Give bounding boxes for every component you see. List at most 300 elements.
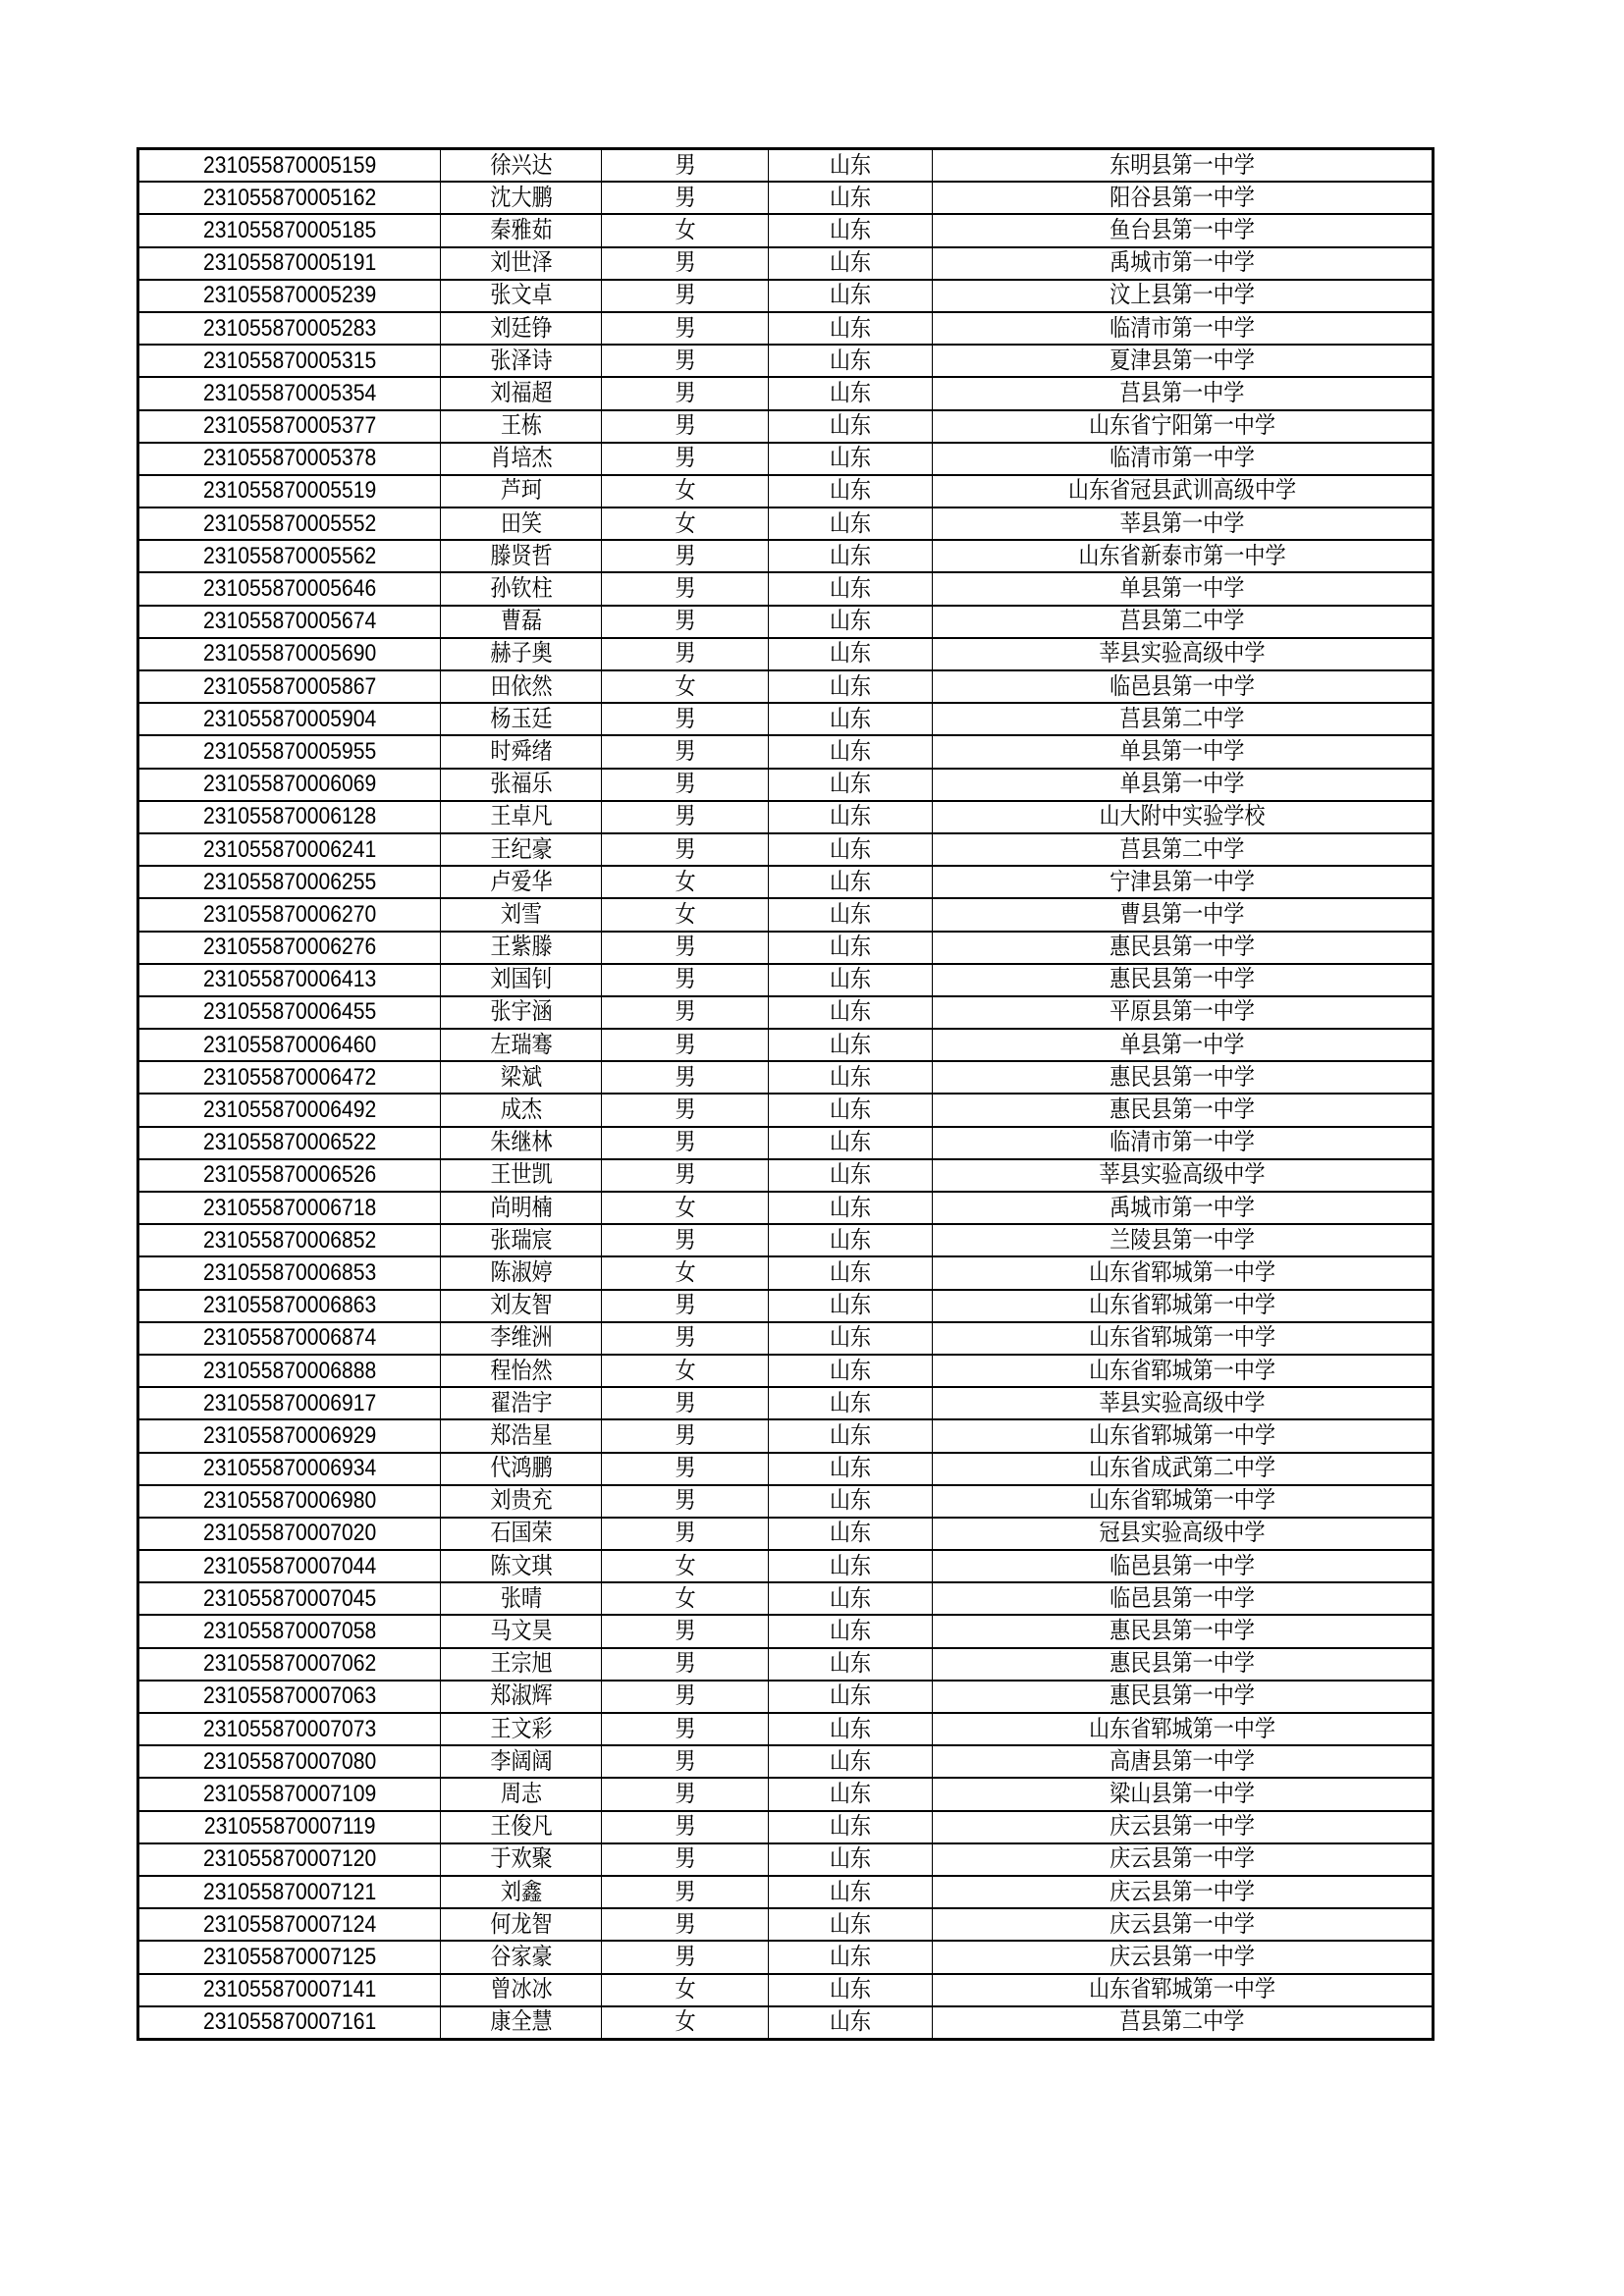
gender-cell-text: 男 bbox=[674, 1845, 696, 1873]
name-cell bbox=[441, 833, 602, 866]
table-row bbox=[138, 1550, 1434, 1582]
gender-cell-text: 女 bbox=[674, 216, 696, 243]
table-row bbox=[138, 1518, 1434, 1550]
province-cell-text: 山东 bbox=[829, 934, 872, 961]
province-cell-text: 山东 bbox=[829, 575, 872, 603]
exam-id-cell-text: 231055870006492 bbox=[202, 1096, 377, 1124]
school-cell bbox=[933, 1387, 1434, 1419]
gender-cell-text: 男 bbox=[674, 1650, 696, 1678]
name-cell-text: 田依然 bbox=[489, 672, 553, 700]
school-cell bbox=[933, 1811, 1434, 1843]
province-cell bbox=[769, 443, 933, 475]
province-cell-text: 山东 bbox=[829, 1878, 872, 1905]
exam-id-cell bbox=[138, 1550, 441, 1582]
name-cell-text: 刘雪 bbox=[500, 900, 542, 928]
gender-cell bbox=[602, 280, 769, 312]
name-cell-text: 张文卓 bbox=[489, 282, 553, 309]
gender-cell bbox=[602, 247, 769, 280]
exam-id-cell-text: 231055870007058 bbox=[202, 1618, 377, 1645]
name-cell bbox=[441, 735, 602, 768]
name-cell bbox=[441, 1745, 602, 1778]
name-cell-text: 肖培杰 bbox=[489, 445, 553, 472]
exam-id-cell-text: 231055870005159 bbox=[202, 151, 377, 179]
gender-cell bbox=[602, 1713, 769, 1745]
exam-id-cell bbox=[138, 1648, 441, 1681]
exam-id-cell-text: 231055870007141 bbox=[202, 1976, 377, 2003]
name-cell-text: 程怡然 bbox=[489, 1357, 553, 1384]
province-cell-text: 山东 bbox=[829, 542, 872, 569]
table-row bbox=[138, 735, 1434, 768]
table-row bbox=[138, 932, 1434, 964]
name-cell bbox=[441, 1127, 602, 1159]
exam-id-cell-text: 231055870005562 bbox=[202, 542, 377, 569]
school-cell-text: 山东省宁阳第一中学 bbox=[1088, 412, 1276, 440]
gender-cell-text: 男 bbox=[674, 1063, 696, 1091]
province-cell-text: 山东 bbox=[829, 477, 872, 505]
name-cell-text: 孙钦柱 bbox=[489, 575, 553, 603]
province-cell-text: 山东 bbox=[829, 216, 872, 243]
gender-cell bbox=[602, 964, 769, 996]
exam-id-cell-text: 231055870005690 bbox=[202, 640, 377, 667]
exam-id-cell bbox=[138, 1974, 441, 2006]
exam-id-cell-text: 231055870006980 bbox=[202, 1487, 377, 1515]
table-row bbox=[138, 670, 1434, 703]
school-cell bbox=[933, 1256, 1434, 1289]
school-cell-text: 山东省成武第二中学 bbox=[1088, 1455, 1276, 1482]
table-row bbox=[138, 443, 1434, 475]
exam-id-cell bbox=[138, 1355, 441, 1387]
province-cell-text: 山东 bbox=[829, 509, 872, 537]
gender-cell bbox=[602, 1941, 769, 1973]
table-row bbox=[138, 1355, 1434, 1387]
exam-id-cell-text: 231055870006241 bbox=[202, 835, 377, 863]
table-row bbox=[138, 475, 1434, 507]
exam-id-cell-text: 231055870006472 bbox=[202, 1063, 377, 1091]
exam-id-cell-text: 231055870007080 bbox=[202, 1747, 377, 1775]
name-cell bbox=[441, 1713, 602, 1745]
name-cell bbox=[441, 247, 602, 280]
exam-id-cell-text: 231055870005315 bbox=[202, 347, 377, 374]
school-cell-text: 莒县第一中学 bbox=[1119, 379, 1245, 406]
province-cell bbox=[769, 996, 933, 1029]
school-cell-text: 单县第一中学 bbox=[1119, 1031, 1245, 1058]
name-cell-text: 王世凯 bbox=[489, 1161, 553, 1189]
name-cell bbox=[441, 670, 602, 703]
school-cell-text: 临清市第一中学 bbox=[1110, 1129, 1255, 1156]
name-cell-text: 代鸿鹏 bbox=[489, 1455, 553, 1482]
table-row bbox=[138, 1843, 1434, 1876]
name-cell bbox=[441, 1615, 602, 1647]
gender-cell-text: 男 bbox=[674, 282, 696, 309]
school-cell bbox=[933, 1485, 1434, 1518]
school-cell bbox=[933, 1355, 1434, 1387]
table-row bbox=[138, 507, 1434, 540]
school-cell bbox=[933, 1029, 1434, 1061]
province-cell bbox=[769, 801, 933, 833]
gender-cell-text: 男 bbox=[674, 608, 696, 635]
gender-cell bbox=[602, 606, 769, 638]
name-cell bbox=[441, 1094, 602, 1126]
exam-id-cell bbox=[138, 1615, 441, 1647]
school-cell-text: 惠民县第一中学 bbox=[1110, 1096, 1255, 1124]
school-cell bbox=[933, 1615, 1434, 1647]
province-cell bbox=[769, 312, 933, 345]
province-cell-text: 山东 bbox=[829, 379, 872, 406]
name-cell-text: 朱继林 bbox=[489, 1129, 553, 1156]
exam-id-cell bbox=[138, 1224, 441, 1256]
province-cell-text: 山东 bbox=[829, 608, 872, 635]
province-cell bbox=[769, 1290, 933, 1322]
exam-id-cell-text: 231055870007044 bbox=[202, 1552, 377, 1579]
school-cell-text: 庆云县第一中学 bbox=[1110, 1813, 1255, 1841]
name-cell bbox=[441, 1974, 602, 2006]
name-cell bbox=[441, 572, 602, 605]
name-cell-text: 周志 bbox=[500, 1780, 542, 1807]
name-cell bbox=[441, 312, 602, 345]
gender-cell bbox=[602, 1453, 769, 1485]
province-cell-text: 山东 bbox=[829, 1520, 872, 1547]
name-cell-text: 时舜绪 bbox=[489, 737, 553, 765]
gender-cell-text: 男 bbox=[674, 1618, 696, 1645]
table-row bbox=[138, 1127, 1434, 1159]
table-row bbox=[138, 898, 1434, 931]
province-cell bbox=[769, 1224, 933, 1256]
school-cell-text: 山东省郓城第一中学 bbox=[1088, 1715, 1276, 1742]
province-cell-text: 山东 bbox=[829, 184, 872, 211]
province-cell-text: 山东 bbox=[829, 1161, 872, 1189]
school-cell bbox=[933, 866, 1434, 898]
province-cell bbox=[769, 1941, 933, 1973]
gender-cell bbox=[602, 1159, 769, 1192]
school-cell bbox=[933, 1582, 1434, 1615]
exam-id-cell bbox=[138, 1582, 441, 1615]
table-row bbox=[138, 1224, 1434, 1256]
school-cell bbox=[933, 1290, 1434, 1322]
table-row bbox=[138, 1745, 1434, 1778]
name-cell bbox=[441, 1778, 602, 1810]
table-row bbox=[138, 149, 1434, 183]
name-cell-text: 陈淑婷 bbox=[489, 1258, 553, 1286]
gender-cell bbox=[602, 345, 769, 377]
gender-cell-text: 女 bbox=[674, 2008, 696, 2036]
name-cell bbox=[441, 1192, 602, 1224]
gender-cell-text: 女 bbox=[674, 1357, 696, 1384]
exam-id-cell-text: 231055870007063 bbox=[202, 1682, 377, 1710]
school-cell-text: 临邑县第一中学 bbox=[1110, 672, 1255, 700]
name-cell-text: 赫子奥 bbox=[489, 640, 553, 667]
gender-cell bbox=[602, 735, 769, 768]
exam-id-cell bbox=[138, 735, 441, 768]
gender-cell-text: 男 bbox=[674, 1747, 696, 1775]
exam-id-cell-text: 231055870006863 bbox=[202, 1292, 377, 1319]
gender-cell-text: 男 bbox=[674, 803, 696, 830]
province-cell bbox=[769, 1029, 933, 1061]
gender-cell bbox=[602, 1778, 769, 1810]
gender-cell bbox=[602, 1192, 769, 1224]
exam-id-cell-text: 231055870006852 bbox=[202, 1226, 377, 1254]
name-cell bbox=[441, 769, 602, 801]
school-cell bbox=[933, 182, 1434, 214]
school-cell bbox=[933, 2006, 1434, 2040]
exam-id-cell bbox=[138, 1681, 441, 1713]
province-cell-text: 山东 bbox=[829, 445, 872, 472]
gender-cell-text: 男 bbox=[674, 1455, 696, 1482]
name-cell-text: 徐兴达 bbox=[489, 151, 553, 179]
exam-id-cell bbox=[138, 540, 441, 572]
exam-id-cell-text: 231055870007161 bbox=[202, 2008, 377, 2036]
province-cell-text: 山东 bbox=[829, 1813, 872, 1841]
table-row bbox=[138, 1387, 1434, 1419]
gender-cell-text: 男 bbox=[674, 151, 696, 179]
province-cell bbox=[769, 769, 933, 801]
province-cell-text: 山东 bbox=[829, 1943, 872, 1970]
gender-cell bbox=[602, 1290, 769, 1322]
table-row bbox=[138, 280, 1434, 312]
table-row bbox=[138, 1029, 1434, 1061]
gender-cell-text: 女 bbox=[674, 509, 696, 537]
school-cell-text: 山东省新泰市第一中学 bbox=[1078, 542, 1286, 569]
gender-cell bbox=[602, 866, 769, 898]
table-row bbox=[138, 572, 1434, 605]
gender-cell bbox=[602, 1224, 769, 1256]
province-cell bbox=[769, 1778, 933, 1810]
school-cell-text: 临清市第一中学 bbox=[1110, 314, 1255, 342]
province-cell bbox=[769, 1127, 933, 1159]
gender-cell-text: 男 bbox=[674, 1129, 696, 1156]
school-cell bbox=[933, 1941, 1434, 1973]
name-cell bbox=[441, 507, 602, 540]
gender-cell bbox=[602, 377, 769, 409]
school-cell-text: 山东省郓城第一中学 bbox=[1088, 1258, 1276, 1286]
gender-cell-text: 男 bbox=[674, 1487, 696, 1515]
exam-id-cell bbox=[138, 769, 441, 801]
school-cell bbox=[933, 801, 1434, 833]
school-cell-text: 惠民县第一中学 bbox=[1110, 1650, 1255, 1678]
name-cell-text: 康全慧 bbox=[489, 2008, 553, 2036]
province-cell bbox=[769, 703, 933, 735]
exam-id-cell-text: 231055870007109 bbox=[202, 1780, 377, 1807]
name-cell-text: 曾冰冰 bbox=[489, 1976, 553, 2003]
exam-id-cell-text: 231055870007073 bbox=[202, 1715, 377, 1742]
gender-cell-text: 男 bbox=[674, 542, 696, 569]
exam-id-cell-text: 231055870005674 bbox=[202, 608, 377, 635]
exam-id-cell bbox=[138, 1908, 441, 1941]
province-cell bbox=[769, 1713, 933, 1745]
province-cell bbox=[769, 1159, 933, 1192]
province-cell-text: 山东 bbox=[829, 1194, 872, 1221]
province-cell bbox=[769, 410, 933, 443]
table-row bbox=[138, 1778, 1434, 1810]
name-cell bbox=[441, 996, 602, 1029]
exam-id-cell-text: 231055870006270 bbox=[202, 900, 377, 928]
school-cell bbox=[933, 703, 1434, 735]
table-row bbox=[138, 2006, 1434, 2040]
province-cell-text: 山东 bbox=[829, 1226, 872, 1254]
school-cell-text: 高唐县第一中学 bbox=[1110, 1747, 1255, 1775]
table-row bbox=[138, 1974, 1434, 2006]
exam-id-cell bbox=[138, 1256, 441, 1289]
province-cell-text: 山东 bbox=[829, 2008, 872, 2036]
name-cell bbox=[441, 345, 602, 377]
province-cell bbox=[769, 1974, 933, 2006]
name-cell bbox=[441, 475, 602, 507]
name-cell-text: 郑淑辉 bbox=[489, 1682, 553, 1710]
name-cell bbox=[441, 1811, 602, 1843]
school-cell bbox=[933, 149, 1434, 183]
school-cell-text: 庆云县第一中学 bbox=[1110, 1910, 1255, 1938]
school-cell-text: 山东省郓城第一中学 bbox=[1088, 1487, 1276, 1515]
province-cell bbox=[769, 2006, 933, 2040]
school-cell-text: 临清市第一中学 bbox=[1110, 445, 1255, 472]
school-cell-text: 山东省冠县武训高级中学 bbox=[1067, 477, 1297, 505]
gender-cell bbox=[602, 1811, 769, 1843]
province-cell bbox=[769, 1322, 933, 1355]
province-cell bbox=[769, 932, 933, 964]
name-cell bbox=[441, 606, 602, 638]
gender-cell-text: 男 bbox=[674, 966, 696, 993]
exam-id-cell bbox=[138, 1127, 441, 1159]
province-cell-text: 山东 bbox=[829, 1455, 872, 1482]
name-cell bbox=[441, 898, 602, 931]
school-cell bbox=[933, 670, 1434, 703]
exam-id-cell bbox=[138, 996, 441, 1029]
gender-cell bbox=[602, 1387, 769, 1419]
name-cell-text: 刘友智 bbox=[489, 1292, 553, 1319]
school-cell-text: 莒县第二中学 bbox=[1119, 608, 1245, 635]
province-cell bbox=[769, 1094, 933, 1126]
exam-id-cell-text: 231055870005283 bbox=[202, 314, 377, 342]
gender-cell bbox=[602, 1061, 769, 1094]
school-cell bbox=[933, 1419, 1434, 1452]
province-cell bbox=[769, 1550, 933, 1582]
gender-cell bbox=[602, 1648, 769, 1681]
gender-cell-text: 男 bbox=[674, 737, 696, 765]
province-cell bbox=[769, 1648, 933, 1681]
school-cell bbox=[933, 638, 1434, 670]
name-cell-text: 曹磊 bbox=[500, 608, 542, 635]
province-cell bbox=[769, 1681, 933, 1713]
name-cell-text: 李阔阔 bbox=[489, 1747, 553, 1775]
name-cell bbox=[441, 540, 602, 572]
province-cell-text: 山东 bbox=[829, 771, 872, 798]
exam-id-cell bbox=[138, 1419, 441, 1452]
school-cell-text: 惠民县第一中学 bbox=[1110, 1682, 1255, 1710]
province-cell bbox=[769, 1843, 933, 1876]
province-cell bbox=[769, 1582, 933, 1615]
school-cell bbox=[933, 964, 1434, 996]
name-cell-text: 李维洲 bbox=[489, 1324, 553, 1352]
province-cell-text: 山东 bbox=[829, 1357, 872, 1384]
school-cell bbox=[933, 1192, 1434, 1224]
school-cell-text: 禹城市第一中学 bbox=[1110, 1194, 1255, 1221]
school-cell-text: 山东省郓城第一中学 bbox=[1088, 1292, 1276, 1319]
school-cell-text: 山东省郓城第一中学 bbox=[1088, 1976, 1276, 2003]
school-cell bbox=[933, 1322, 1434, 1355]
name-cell-text: 梁斌 bbox=[500, 1063, 542, 1091]
gender-cell-text: 男 bbox=[674, 445, 696, 472]
gender-cell-text: 女 bbox=[674, 1976, 696, 2003]
gender-cell-text: 男 bbox=[674, 1520, 696, 1547]
gender-cell-text: 男 bbox=[674, 1292, 696, 1319]
school-cell-text: 山大附中实验学校 bbox=[1099, 803, 1266, 830]
gender-cell bbox=[602, 1908, 769, 1941]
exam-id-cell bbox=[138, 1029, 441, 1061]
province-cell bbox=[769, 214, 933, 246]
exam-id-cell bbox=[138, 1778, 441, 1810]
gender-cell-text: 男 bbox=[674, 1421, 696, 1449]
gender-cell-text: 女 bbox=[674, 900, 696, 928]
school-cell-text: 莒县第二中学 bbox=[1119, 835, 1245, 863]
province-cell-text: 山东 bbox=[829, 1584, 872, 1612]
name-cell bbox=[441, 1876, 602, 1908]
school-cell bbox=[933, 1876, 1434, 1908]
exam-id-cell-text: 231055870006455 bbox=[202, 998, 377, 1026]
exam-id-cell-text: 231055870005867 bbox=[202, 672, 377, 700]
school-cell-text: 山东省郓城第一中学 bbox=[1088, 1324, 1276, 1352]
exam-id-cell-text: 231055870005955 bbox=[202, 737, 377, 765]
name-cell-text: 卢爱华 bbox=[489, 868, 553, 895]
name-cell bbox=[441, 182, 602, 214]
province-cell-text: 山东 bbox=[829, 1258, 872, 1286]
school-cell-text: 莒县第二中学 bbox=[1119, 2008, 1245, 2036]
province-cell bbox=[769, 898, 933, 931]
exam-id-cell-text: 231055870007045 bbox=[202, 1584, 377, 1612]
table-row bbox=[138, 606, 1434, 638]
province-cell bbox=[769, 377, 933, 409]
table-row bbox=[138, 1094, 1434, 1126]
gender-cell-text: 男 bbox=[674, 1389, 696, 1416]
name-cell bbox=[441, 1355, 602, 1387]
province-cell bbox=[769, 572, 933, 605]
gender-cell bbox=[602, 1615, 769, 1647]
exam-id-cell-text: 231055870006888 bbox=[202, 1357, 377, 1384]
name-cell bbox=[441, 1681, 602, 1713]
name-cell bbox=[441, 1582, 602, 1615]
gender-cell bbox=[602, 638, 769, 670]
table-row bbox=[138, 1811, 1434, 1843]
gender-cell bbox=[602, 769, 769, 801]
gender-cell bbox=[602, 1485, 769, 1518]
exam-id-cell-text: 231055870006718 bbox=[202, 1194, 377, 1221]
school-cell-text: 惠民县第一中学 bbox=[1110, 1063, 1255, 1091]
name-cell-text: 王纪豪 bbox=[489, 835, 553, 863]
gender-cell bbox=[602, 833, 769, 866]
exam-id-cell bbox=[138, 606, 441, 638]
name-cell bbox=[441, 703, 602, 735]
table-row bbox=[138, 1256, 1434, 1289]
table-row bbox=[138, 410, 1434, 443]
exam-id-cell-text: 231055870006069 bbox=[202, 771, 377, 798]
table-row bbox=[138, 540, 1434, 572]
province-cell bbox=[769, 1256, 933, 1289]
gender-cell-text: 男 bbox=[674, 184, 696, 211]
gender-cell-text: 男 bbox=[674, 1878, 696, 1905]
name-cell bbox=[441, 1029, 602, 1061]
name-cell bbox=[441, 1419, 602, 1452]
table-row bbox=[138, 247, 1434, 280]
exam-id-cell bbox=[138, 1322, 441, 1355]
province-cell-text: 山东 bbox=[829, 1780, 872, 1807]
name-cell-text: 郑浩星 bbox=[489, 1421, 553, 1449]
exam-id-cell-text: 231055870005904 bbox=[202, 705, 377, 732]
school-cell-text: 单县第一中学 bbox=[1119, 737, 1245, 765]
table-row bbox=[138, 1192, 1434, 1224]
gender-cell bbox=[602, 1322, 769, 1355]
gender-cell-text: 女 bbox=[674, 672, 696, 700]
exam-id-cell-text: 231055870005377 bbox=[202, 412, 377, 440]
province-cell-text: 山东 bbox=[829, 1324, 872, 1352]
province-cell-text: 山东 bbox=[829, 835, 872, 863]
